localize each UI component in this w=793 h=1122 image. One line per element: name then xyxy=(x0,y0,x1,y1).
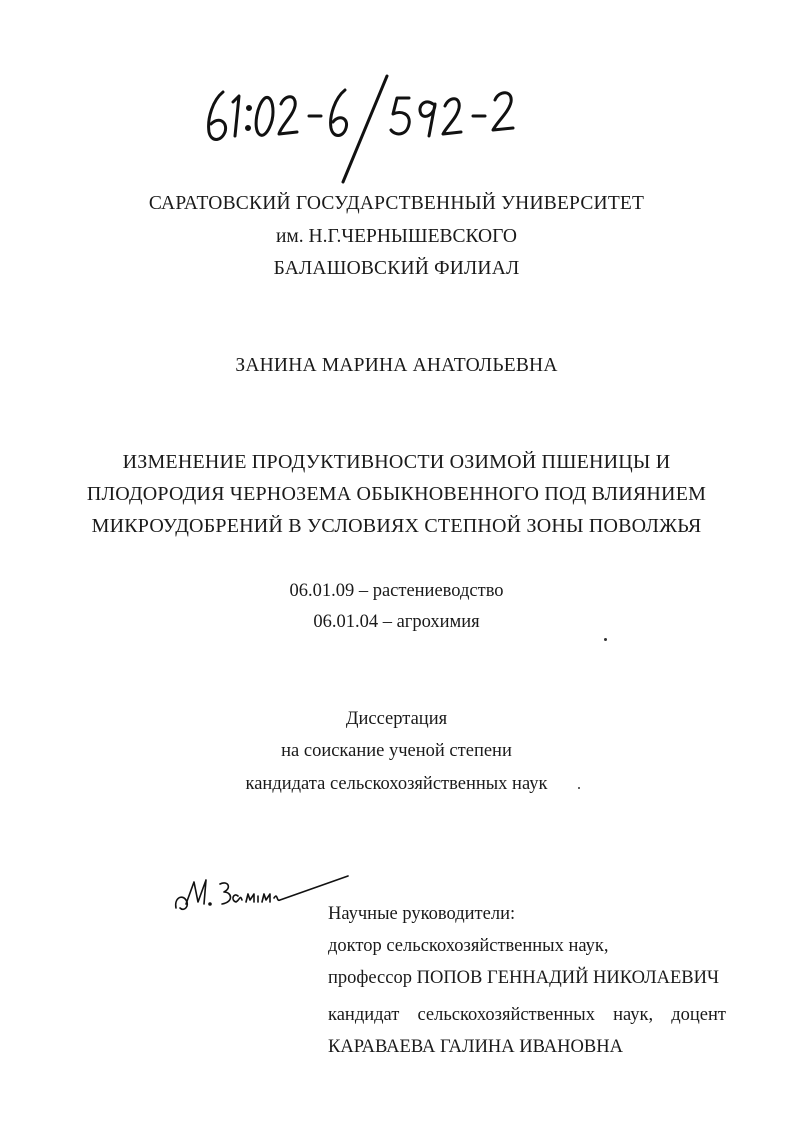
specialty-1: 06.01.09 – растениеводство xyxy=(289,581,504,601)
title-line-3: МИКРОУДОБРЕНИЙ В УСЛОВИЯХ СТЕПНОЙ ЗОНЫ ПОВОЛЖЬЯ xyxy=(91,515,702,537)
title-line-2: ПЛОДОРОДИЯ ЧЕРНОЗЕМА ОБЫКНОВЕННОГО ПОД ВЛИЯНИЕМ xyxy=(86,483,707,505)
degree-line-1: Диссертация xyxy=(345,709,448,729)
title-line-1: ИЗМЕНЕНИЕ ПРОДУКТИВНОСТИ ОЗИМОЙ ПШЕНИЦЫ И xyxy=(122,451,671,473)
author-signature xyxy=(172,868,352,918)
supervisor-2-degree-word-3: наук, xyxy=(613,1005,654,1025)
supervisor-2-degree-word-2: сельскохозяйственных xyxy=(417,1005,595,1025)
institution-line-2: им. Н.Г.ЧЕРНЫШЕВСКОГО xyxy=(275,226,518,247)
handwritten-archive-code xyxy=(195,70,535,190)
degree-line-2: на соискание ученой степени xyxy=(281,741,512,761)
supervisor-2-name: КАРАВАЕВА ГАЛИНА ИВАНОВНА xyxy=(328,1037,623,1057)
degree-line-3: кандидата сельскохозяйственных наук xyxy=(245,774,548,794)
supervisor-2-degree-word-4: доцент xyxy=(671,1005,726,1025)
scan-speck xyxy=(578,787,580,789)
author-name: ЗАНИНА МАРИНА АНАТОЛЬЕВНА xyxy=(235,355,558,376)
supervisor-2-degree xyxy=(328,1004,726,1026)
scan-speck xyxy=(604,638,607,641)
institution-line-1: САРАТОВСКИЙ ГОСУДАРСТВЕННЫЙ УНИВЕРСИТЕТ xyxy=(148,193,645,214)
supervisor-2-degree-word-1: кандидат xyxy=(328,1005,400,1025)
specialty-2: 06.01.04 – агрохимия xyxy=(313,612,480,632)
institution-line-3: БАЛАШОВСКИЙ ФИЛИАЛ xyxy=(273,258,520,279)
supervisors-heading: Научные руководители: xyxy=(328,904,516,924)
supervisor-1-title-name: профессор ПОПОВ ГЕННАДИЙ НИКОЛАЕВИЧ xyxy=(328,968,720,988)
supervisor-1-degree: доктор сельскохозяйственных наук, xyxy=(328,936,609,956)
